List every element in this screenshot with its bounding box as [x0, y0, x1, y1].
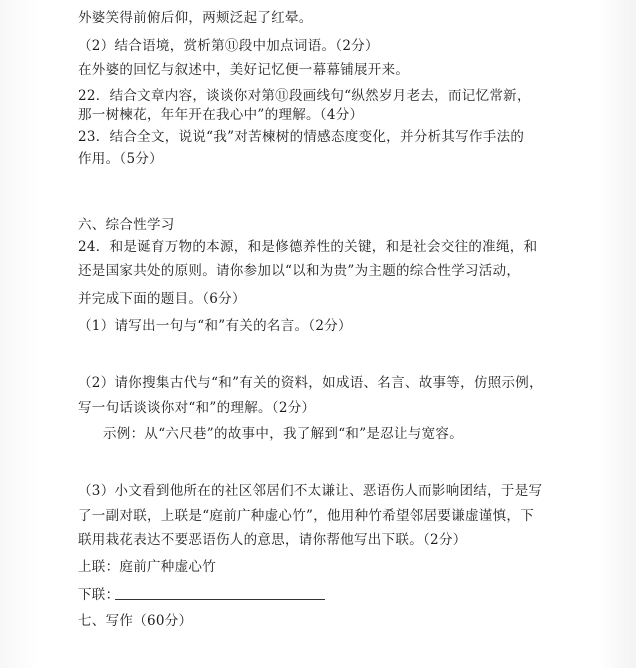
section-heading-writing: 七、写作（60分）	[78, 613, 193, 629]
subquestion-2: （2）请你搜集古代与“和”有关的资料，如成语、名言、故事等，仿照示例，	[78, 375, 543, 391]
subquestion-1: （1）请写出一句与“和”有关的名言。（2分）	[78, 318, 352, 334]
example-line: 示例：从“六尺巷”的故事中，我了解到“和”是忍让与宽容。	[103, 426, 464, 442]
text-line: （2）结合语境，赏析第⑪段中加点词语。（2分）	[78, 38, 379, 54]
upper-couplet-label: 上联：	[78, 559, 120, 575]
text-line: 联用栽花表达不要恶语伤人的意思，请你帮他写出下联。（2分）	[78, 532, 467, 548]
text-line: 在外婆的回忆与叙述中，美好记忆便一幕幕铺展开来。	[78, 62, 410, 78]
text-line: 了一副对联，上联是“庭前广种虚心竹”，他用种竹希望邻居要谦虚谨慎，下	[78, 508, 535, 524]
upper-couplet-value: 庭前广种虚心竹	[119, 559, 217, 575]
subquestion-3: （3）小文看到他所在的社区邻居们不太谦让、恶语伤人而影响团结，于是写	[78, 483, 543, 499]
section-heading: 六、综合性学习	[78, 217, 175, 233]
question-22: 22．结合文章内容，谈谈你对第⑪段画线句“纵然岁月老去，而记忆常新，	[78, 88, 531, 104]
text-line: 还是国家共处的原则。请你参加以“以和为贵”为主题的综合性学习活动，	[78, 263, 521, 279]
text-line: 写一句话谈谈你对“和”的理解。（2分）	[78, 400, 316, 416]
text-line: 作用。（5分）	[78, 151, 163, 167]
text-line: 并完成下面的题目。（6分）	[78, 291, 246, 307]
text-line: 那一树楝花，年年开在我心中”的理解。（4分）	[78, 107, 364, 123]
question-24: 24．和是诞育万物的本源，和是修德养性的关键，和是社会交往的准绳，和	[78, 239, 538, 255]
lower-couplet-answer-line[interactable]	[115, 599, 325, 600]
question-23: 23．结合全文，说说“我”对苦楝树的情感态度变化，并分析其写作手法的	[78, 129, 525, 145]
lower-couplet-label: 下联：	[78, 587, 120, 603]
text-line: 外婆笑得前俯后仰，两颊泛起了红晕。	[78, 10, 313, 26]
upper-couplet	[78, 558, 216, 576]
